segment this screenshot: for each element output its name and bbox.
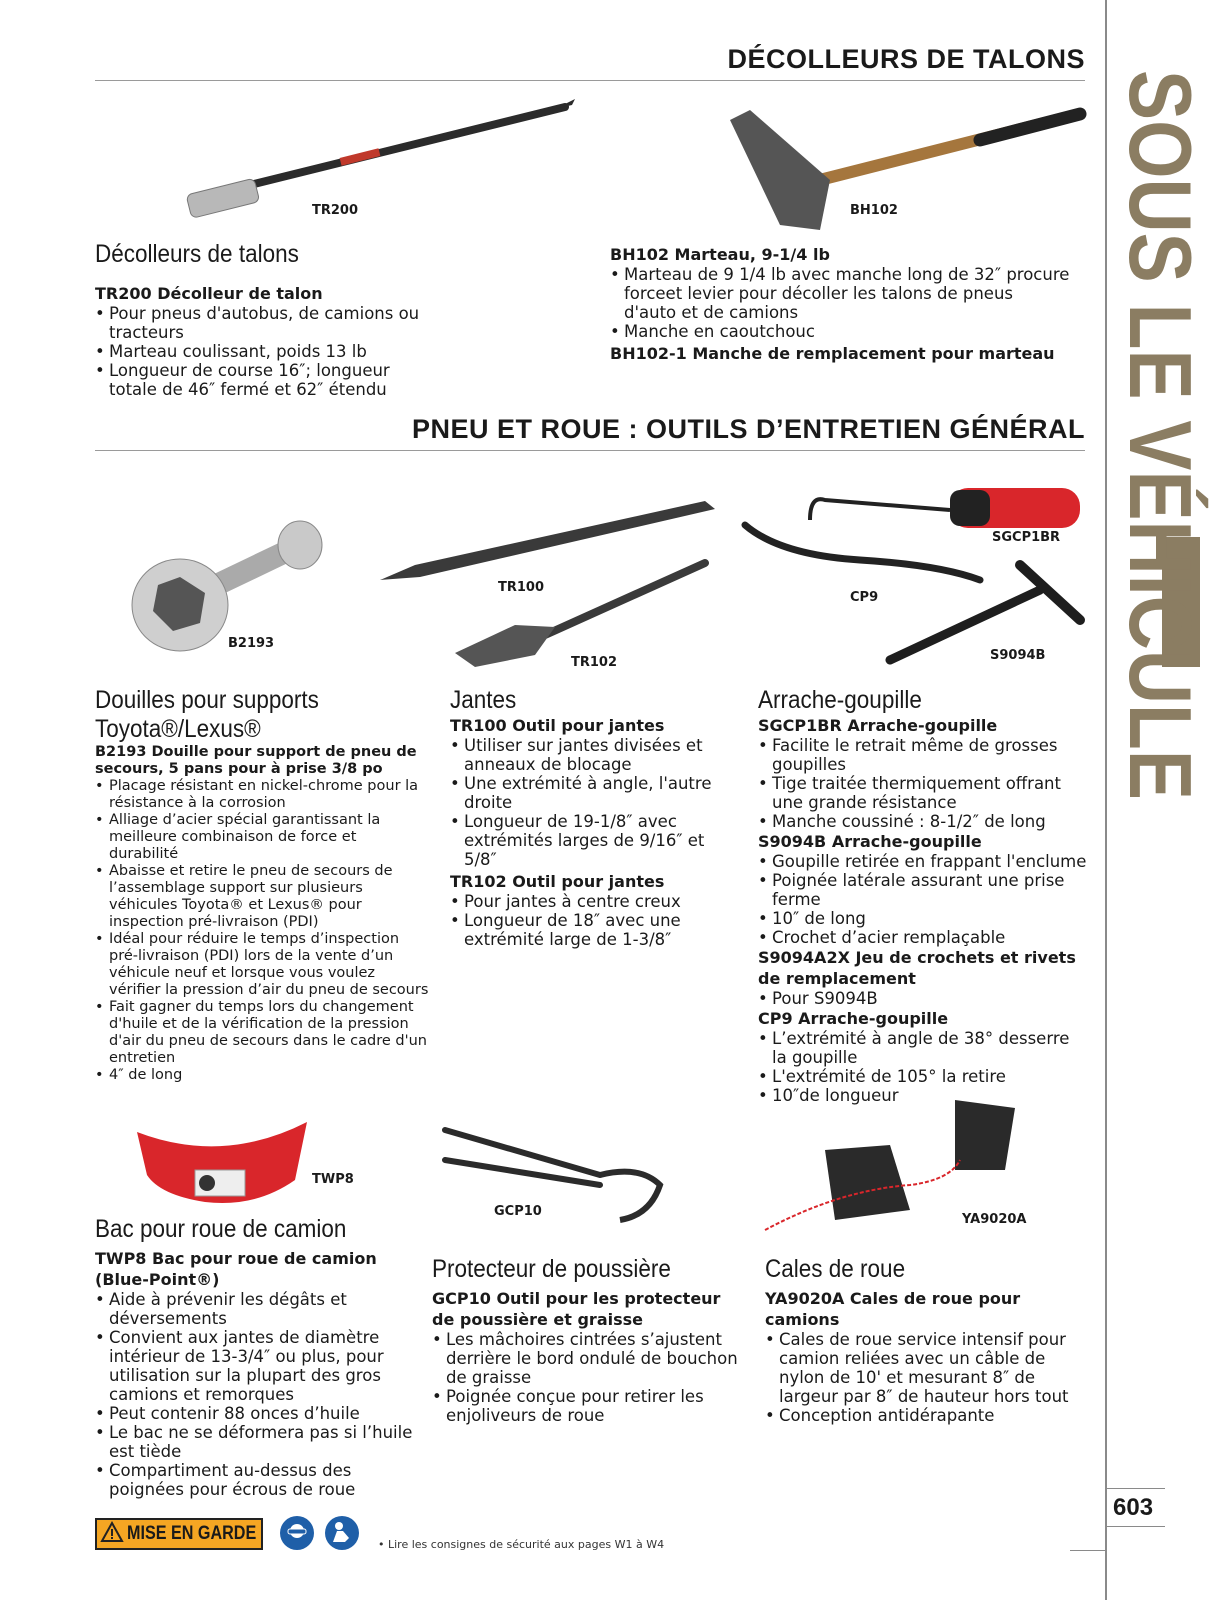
bh102-bullets xyxy=(610,265,1070,341)
pin-pullers-column xyxy=(758,686,1088,1105)
safety-note: • Lire les consignes de sécurité aux pages W1 à W4 xyxy=(378,1538,665,1551)
page-number: 603 xyxy=(1113,1494,1154,1521)
tr102-tag: TR102 xyxy=(571,655,618,670)
b2193-tag: B2193 xyxy=(228,636,275,651)
bh102-1-title: BH102-1 Manche de remplacement pour marteau xyxy=(610,344,1055,363)
margin-divider xyxy=(1105,0,1107,1600)
read-manual-icon xyxy=(325,1516,359,1550)
tr100-tag: TR100 xyxy=(498,580,545,595)
s9094a2x-title: S9094A2X Jeu de crochets et rivets de remplacement xyxy=(758,948,1076,988)
vertical-chapter-title-text: SOUS LE VÉHICULE xyxy=(1111,70,1210,926)
warning-label: MISE EN GARDE xyxy=(127,1523,257,1544)
gcp10-title: GCP10 Outil pour les protecteur de poussière et graisse xyxy=(432,1289,721,1329)
tr200-title: TR200 Décolleur de talon xyxy=(95,284,323,303)
cp9-title: CP9 Arrache-goupille xyxy=(758,1009,949,1028)
twp8-title: TWP8 Bac pour roue de camion (Blue-Point®) xyxy=(95,1249,377,1289)
list-item: • Pour S9094B xyxy=(772,989,1088,1008)
list-item: • Peut contenir 88 onces d’huile xyxy=(109,1404,415,1423)
s9094b-image xyxy=(880,560,1090,670)
sgcp1br-bullets xyxy=(758,736,1088,831)
tr200-bullets xyxy=(95,304,435,399)
ya9020a-tag: YA9020A xyxy=(962,1212,1027,1227)
gcp10-image xyxy=(440,1125,690,1225)
list-item: • Tige traitée thermiquement offrant une grande résistance xyxy=(772,774,1088,812)
sockets-heading-line1: Douilles pour supports xyxy=(95,686,319,714)
chocks-column xyxy=(765,1255,1085,1425)
tr102-bullets xyxy=(450,892,730,949)
list-item: • Goupille retirée en frappant l'enclume xyxy=(772,852,1088,871)
tr200-image xyxy=(180,95,580,215)
list-item: • Alliage d’acier spécial garantissant la meilleure combinaison de force et durabilité xyxy=(109,812,430,863)
twp8-tag: TWP8 xyxy=(312,1172,354,1187)
list-item: • Cales de roue service intensif pour camion reliées avec un câble de nylon de 10' et mesurant 8″ de largeur par 8″ de hauteur hors tout xyxy=(779,1330,1085,1406)
sgcp1br-title: SGCP1BR Arrache-goupille xyxy=(758,716,998,735)
ya9020a-title: YA9020A Cales de roue pour camions xyxy=(765,1289,1021,1329)
sgcp1br-tag: SGCP1BR xyxy=(992,530,1061,545)
list-item: • L’extrémité à angle de 38° desserre la goupille xyxy=(772,1029,1088,1067)
list-item: • L'extrémité de 105° la retire xyxy=(772,1067,1088,1086)
list-item: • Compartiment au-dessus des poignées pour écrous de roue xyxy=(109,1461,415,1499)
bottom-rule xyxy=(1070,1550,1105,1551)
list-item: • Aide à prévenir les dégâts et déversements xyxy=(109,1290,415,1328)
list-item: • Placage résistant en nickel-chrome pour la résistance à la corrosion xyxy=(109,778,430,812)
list-item: • Longueur de course 16″; longueur totale de 46″ fermé et 62″ étendu xyxy=(109,361,435,399)
vertical-chapter-title xyxy=(1111,70,1215,926)
twp8-bullets xyxy=(95,1290,415,1499)
chocks-heading: Cales de roue xyxy=(765,1255,906,1283)
list-item: • Manche en caoutchouc xyxy=(624,322,1070,341)
tr200-tag: TR200 xyxy=(312,203,359,218)
list-item: • Poignée latérale assurant une prise ferme xyxy=(772,871,1088,909)
tr200-block xyxy=(95,283,435,399)
rims-heading: Jantes xyxy=(450,686,517,714)
s9094b-tag: S9094B xyxy=(990,648,1046,663)
dust-cap-heading: Protecteur de poussière xyxy=(432,1255,671,1283)
dust-cap-column xyxy=(432,1255,742,1425)
page-number-box xyxy=(1105,1488,1165,1528)
truck-pan-heading: Bac pour roue de camion xyxy=(95,1215,347,1243)
ya9020a-bullets xyxy=(765,1330,1085,1425)
list-item: • Fait gagner du temps lors du changement d'huile et de la vérification de la pression d'air du pneu de secours dans le cadre d'un entretien xyxy=(109,999,430,1067)
list-item: • Les mâchoires cintrées s’ajustent derrière le bord ondulé de bouchon de graisse xyxy=(446,1330,742,1387)
list-item: • 10″ de long xyxy=(772,909,1088,928)
list-item: • Longueur de 19-1/8″ avec extrémités larges de 9/16″ et 5/8″ xyxy=(464,812,730,869)
cp9-bullets xyxy=(758,1029,1088,1105)
list-item: • Une extrémité à angle, l'autre droite xyxy=(464,774,730,812)
list-item: • Pour pneus d'autobus, de camions ou tracteurs xyxy=(109,304,435,342)
list-item: • Manche coussiné : 8-1/2″ de long xyxy=(772,812,1088,831)
tr100-bullets xyxy=(450,736,730,869)
bh102-title: BH102 Marteau, 9-1/4 lb xyxy=(610,245,830,264)
list-item: • Facilite le retrait même de grosses goupilles xyxy=(772,736,1088,774)
bead-breakers-heading: Décolleurs de talons xyxy=(95,240,299,268)
bh102-tag: BH102 xyxy=(850,203,898,218)
section-rule xyxy=(95,450,1085,451)
bh102-block xyxy=(610,244,1070,364)
cp9-tag: CP9 xyxy=(850,590,879,605)
list-item: • Idéal pour réduire le temps d’inspection pré-livraison (PDI) lors de la vente d’un véhicule neuf et lorsque vous voulez vérifier la pression d’air du pneu de secours xyxy=(109,931,430,999)
b2193-title: B2193 Douille pour support de pneu de secours, 5 pans pour à prise 3/8 po xyxy=(95,744,417,777)
tr102-title: TR102 Outil pour jantes xyxy=(450,872,665,891)
bh102-image xyxy=(720,100,1100,230)
sockets-column xyxy=(95,686,430,1084)
list-item: • 10″de longueur xyxy=(772,1086,1088,1105)
s9094b-bullets xyxy=(758,852,1088,947)
list-item: • Crochet d’acier remplaçable xyxy=(772,928,1088,947)
list-item: • 4″ de long xyxy=(109,1067,430,1084)
section-title-tire-wheel: PNEU ET ROUE : OUTILS D’ENTRETIEN GÉNÉRAL xyxy=(411,414,1085,444)
list-item: • Pour jantes à centre creux xyxy=(464,892,730,911)
list-item: • Marteau de 9 1/4 lb avec manche long de 32″ procure forceet levier pour décoller les talons de pneus d'auto et de camions xyxy=(624,265,1070,322)
gcp10-tag: GCP10 xyxy=(494,1204,542,1219)
rims-column xyxy=(450,686,730,949)
list-item: • Utiliser sur jantes divisées et anneaux de blocage xyxy=(464,736,730,774)
pin-pullers-heading: Arrache-goupille xyxy=(758,686,922,714)
s9094b-title: S9094B Arrache-goupille xyxy=(758,832,982,851)
sockets-heading-line2: Toyota®/Lexus® xyxy=(95,715,261,743)
section-title-bead-breakers: DÉCOLLEURS DE TALONS xyxy=(727,44,1085,74)
truck-pan-column xyxy=(95,1215,415,1499)
list-item: • Longueur de 18″ avec une extrémité large de 1-3/8″ xyxy=(464,911,730,949)
section-rule xyxy=(95,80,1085,81)
list-item: • Conception antidérapante xyxy=(779,1406,1085,1425)
twp8-image xyxy=(135,1120,310,1210)
tr100-title: TR100 Outil pour jantes xyxy=(450,716,665,735)
b2193-bullets xyxy=(95,778,430,1084)
s9094a2x-bullets xyxy=(758,989,1088,1008)
b2193-image xyxy=(125,515,335,655)
list-item: • Convient aux jantes de diamètre intérieur de 13-3/4″ ou plus, pour utilisation sur la plupart des gros camions et remorques xyxy=(109,1328,415,1404)
list-item: • Abaisse et retire le pneu de secours de l’assemblage support sur plusieurs véhicules Toyota® et Lexus® pour inspection pré-livraison (PDI) xyxy=(109,863,430,931)
eye-protection-icon xyxy=(280,1516,314,1550)
gcp10-bullets xyxy=(432,1330,742,1425)
warning-badge xyxy=(95,1518,263,1550)
warning-triangle-icon xyxy=(101,1522,123,1546)
list-item: • Le bac ne se déformera pas si l’huile est tiède xyxy=(109,1423,415,1461)
list-item: • Marteau coulissant, poids 13 lb xyxy=(109,342,435,361)
list-item: • Poignée conçue pour retirer les enjoliveurs de roue xyxy=(446,1387,742,1425)
